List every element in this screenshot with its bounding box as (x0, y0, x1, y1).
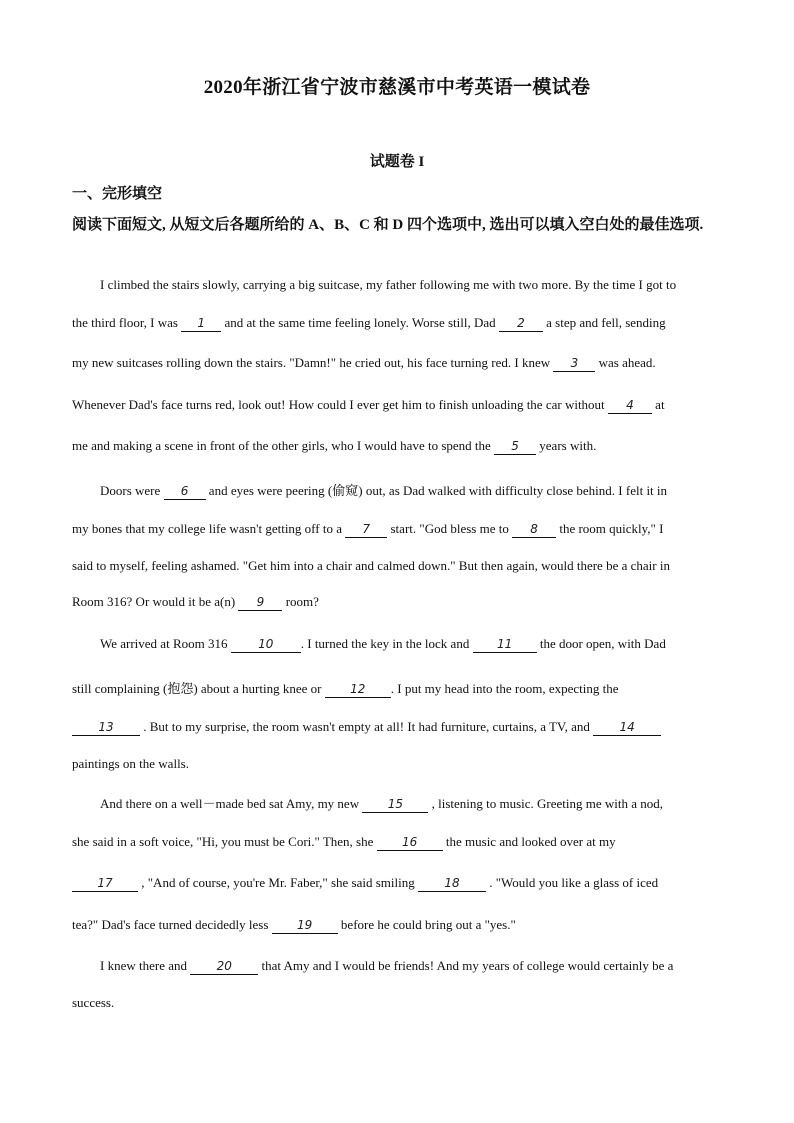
blank-13[interactable]: 13 (72, 721, 140, 736)
instructions: 阅读下面短文, 从短文后各题所给的 A、B、C 和 D 四个选项中, 选出可以填入空白处的最佳选项. (72, 217, 704, 233)
blank-1[interactable]: 1 (181, 317, 221, 332)
passage-line (72, 315, 666, 332)
passage-line (72, 397, 665, 414)
passage-line (72, 438, 596, 455)
blank-20[interactable]: 20 (190, 960, 258, 975)
passage-text: I knew there and (100, 958, 187, 973)
passage-text: success. (72, 995, 115, 1010)
blank-15[interactable]: 15 (362, 798, 428, 813)
passage-line (72, 834, 616, 851)
blank-3[interactable]: 3 (553, 357, 595, 372)
passage-line (100, 277, 676, 293)
passage-text: tea?" Dad's face turned decidedly less (72, 917, 269, 932)
passage-text: Whenever Dad's face turns red, look out! How could I ever get him to finish unloading the car without (72, 397, 605, 412)
passage-text: my new suitcases rolling down the stairs. "Damn!" he cried out, his face turning red. I knew (72, 355, 551, 370)
blank-9[interactable]: 9 (238, 596, 282, 611)
passage-text: , "And of course, you're Mr. Faber," she said smiling (141, 875, 415, 890)
passage-text: the door open, with Dad (539, 636, 666, 651)
passage-text: the music and looked over at my (445, 834, 616, 849)
passage-line (100, 958, 673, 975)
passage-line (72, 719, 661, 736)
page-title: 2020年浙江省宁波市慈溪市中考英语一模试卷 (203, 77, 591, 98)
passage-text: the room quickly," I (559, 521, 664, 536)
passage-line (72, 558, 670, 574)
passage-text: years with. (539, 438, 597, 453)
blank-18[interactable]: 18 (418, 877, 486, 892)
passage-line (72, 521, 663, 538)
passage-line (72, 594, 319, 611)
passage-text: that Amy and I would be friends! And my years of college would certainly be a (261, 958, 674, 973)
passage-text: my bones that my college life wasn't getting off to a (72, 521, 342, 536)
passage-text: We arrived at Room 316 (100, 636, 228, 651)
passage-text: the third floor, I was (72, 315, 178, 330)
blank-4[interactable]: 4 (608, 399, 652, 414)
section-heading: 一、完形填空 (72, 186, 163, 202)
passage-line (72, 995, 114, 1011)
paper-subtitle: 试题卷 I (369, 154, 425, 170)
blank-6[interactable]: 6 (164, 485, 206, 500)
passage-text: . "Would you like a glass of iced (489, 875, 659, 890)
passage-text: start. "God bless me to (390, 521, 509, 536)
passage-line (100, 793, 663, 813)
passage-line (72, 355, 656, 372)
blank-14[interactable]: 14 (593, 721, 661, 736)
passage-line (72, 875, 658, 892)
passage-line (72, 917, 516, 934)
passage-text: said to myself, feeling ashamed. "Get him into a chair and calmed down." But then again, would there be a chair in (72, 558, 670, 573)
passage-text: And there on a well－made bed sat Amy, my new (100, 796, 360, 811)
passage-text: and eyes were peering (偷窥) out, as Dad walked with difficulty close behind. I felt it in (208, 483, 668, 498)
blank-19[interactable]: 19 (272, 919, 338, 934)
blank-16[interactable]: 16 (377, 836, 443, 851)
blank-12[interactable]: 12 (325, 683, 391, 698)
passage-text: paintings on the walls. (72, 756, 189, 771)
passage-text: a step and fell, sending (546, 315, 666, 330)
passage-text: before he could bring out a "yes." (340, 917, 516, 932)
passage-text: me and making a scene in front of the other girls, who I would have to spend the (72, 438, 491, 453)
blank-8[interactable]: 8 (512, 523, 556, 538)
passage-text: room? (285, 594, 319, 609)
passage-line (72, 678, 619, 698)
passage-text: . But to my surprise, the room wasn't empty at all! It had furniture, curtains, a TV, and (143, 719, 590, 734)
passage-text: at (655, 397, 665, 412)
passage-text: . I turned the key in the lock and (300, 636, 470, 651)
passage-text: and at the same time feeling lonely. Worse still, Dad (224, 315, 496, 330)
blank-17[interactable]: 17 (72, 877, 138, 892)
blank-2[interactable]: 2 (499, 317, 543, 332)
blank-11[interactable]: 11 (473, 638, 537, 653)
passage-text: . I put my head into the room, expecting the (390, 681, 619, 696)
passage-text: Doors were (100, 483, 161, 498)
passage-text: she said in a soft voice, "Hi, you must be Cori." Then, she (72, 834, 374, 849)
passage-text: Room 316? Or would it be a(n) (72, 594, 236, 609)
passage-text: was ahead. (598, 355, 656, 370)
blank-10[interactable]: 10 (231, 638, 301, 653)
passage-text: I climbed the stairs slowly, carrying a big suitcase, my father following me with two more. By the time I got to (100, 277, 677, 292)
passage-text: , listening to music. Greeting me with a nod, (431, 796, 664, 811)
blank-7[interactable]: 7 (345, 523, 387, 538)
passage-line (100, 480, 667, 500)
blank-5[interactable]: 5 (494, 440, 536, 455)
passage-line (72, 756, 189, 772)
passage-text: still complaining (抱怨) about a hurting knee or (72, 681, 322, 696)
passage-line (100, 636, 666, 653)
